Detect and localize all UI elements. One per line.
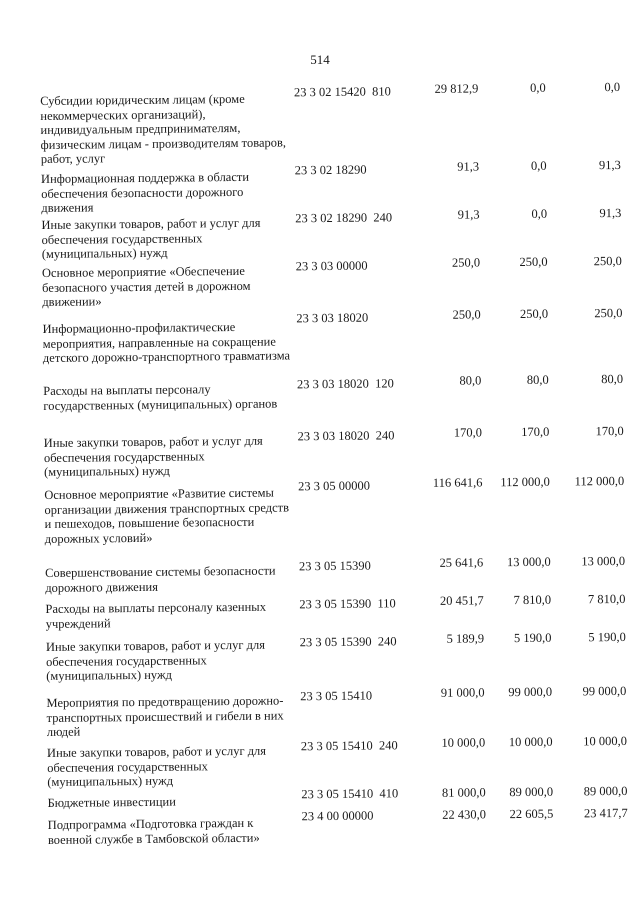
table-row bbox=[42, 254, 623, 312]
row-value-2: 250,0 bbox=[519, 306, 549, 321]
row-value-2: 170,0 bbox=[521, 424, 550, 439]
table-row bbox=[45, 554, 625, 598]
table-row bbox=[42, 306, 623, 378]
row-value-1: 81 000,0 bbox=[441, 785, 486, 800]
row-name: Иные закупки товаров, работ и услуг для обеспечения государственных (муниципальных) нужд bbox=[41, 215, 261, 261]
row-value-3: 23 417,7 bbox=[583, 805, 628, 821]
row-value-1: 91 000,0 bbox=[440, 685, 485, 700]
row-value-3: 13 000,0 bbox=[581, 553, 626, 569]
row-value-1: 250,0 bbox=[452, 307, 481, 322]
row-name: Информационно-профилактические мероприятия, направленные на сокращение детского дорожно-транспортного травматизма bbox=[42, 319, 291, 365]
row-value-3: 250,0 bbox=[593, 253, 622, 269]
row-value-1: 20 451,7 bbox=[439, 593, 484, 608]
row-value-2: 0,0 bbox=[530, 158, 547, 173]
row-name: Расходы на выплаты персоналу государственных (муниципальных) органов bbox=[43, 382, 278, 413]
row-name: Основное мероприятие «Обеспечение безопасного участия детей в дорожном движении» bbox=[41, 263, 251, 309]
row-code: 23 3 03 18020 bbox=[296, 310, 369, 326]
table-row bbox=[46, 684, 626, 740]
row-value-2: 10 000,0 bbox=[508, 734, 553, 750]
row-value-1: 170,0 bbox=[453, 425, 482, 440]
row-value-1: 5 189,9 bbox=[446, 631, 485, 646]
page-number: 514 bbox=[310, 52, 330, 67]
row-code: 23 3 05 15410 bbox=[300, 688, 373, 704]
row-code: 23 3 03 00000 bbox=[295, 258, 368, 274]
row-value-3: 89 000,0 bbox=[583, 783, 628, 799]
row-name: Субсидии юридическим лицам (кроме некоммерческих организаций), индивидуальным предпринимателям, физическим лицам - производителям товаров, работ, услуг bbox=[40, 91, 287, 166]
row-value-3: 250,0 bbox=[594, 305, 623, 321]
row-value-2: 99 000,0 bbox=[508, 684, 553, 700]
row-value-3: 5 190,0 bbox=[588, 629, 626, 645]
row-value-1: 25 641,6 bbox=[439, 555, 484, 570]
row-value-1: 91,3 bbox=[457, 159, 480, 174]
row-value-2: 89 000,0 bbox=[509, 784, 554, 800]
row-value-1: 10 000,0 bbox=[441, 735, 486, 750]
row-value-2: 0,0 bbox=[531, 206, 548, 221]
table-row bbox=[45, 592, 625, 636]
row-code: 23 3 05 00000 bbox=[297, 478, 371, 494]
row-name: Бюджетные инвестиции bbox=[47, 794, 176, 810]
row-code: 23 3 05 15390 240 bbox=[299, 634, 397, 650]
row-value-1: 250,0 bbox=[451, 255, 481, 270]
row-code: 23 3 03 18020 240 bbox=[297, 428, 395, 444]
row-value-3: 80,0 bbox=[601, 371, 624, 387]
row-code: 23 3 05 15410 240 bbox=[300, 738, 398, 754]
row-value-2: 13 000,0 bbox=[506, 554, 551, 570]
table-row bbox=[44, 424, 624, 480]
row-name: Подпрограмма «Подготовка граждан к военной службе в Тамбовской области» bbox=[47, 815, 260, 847]
row-name: Иные закупки товаров, работ и услуг для обеспечения государственных (муниципальных) нужд bbox=[43, 433, 263, 479]
table-row bbox=[47, 734, 627, 790]
row-value-3: 99 000,0 bbox=[582, 683, 627, 699]
table-row bbox=[44, 474, 625, 560]
row-value-3: 112 000,0 bbox=[574, 473, 625, 489]
row-value-3: 91,3 bbox=[598, 157, 621, 173]
row-code: 23 3 02 18290 240 bbox=[295, 210, 393, 226]
row-value-3: 10 000,0 bbox=[583, 733, 627, 749]
row-value-3: 170,0 bbox=[595, 423, 624, 439]
table-row bbox=[46, 630, 627, 690]
row-code: 23 3 02 18290 bbox=[294, 162, 367, 178]
row-value-2: 0,0 bbox=[530, 80, 546, 95]
row-code: 23 3 05 15390 bbox=[298, 558, 371, 574]
table-row bbox=[40, 157, 621, 215]
row-value-1: 80,0 bbox=[459, 373, 482, 388]
row-code: 23 3 05 15410 410 bbox=[301, 786, 399, 802]
row-name: Совершенствование системы безопасности дорожного движения bbox=[45, 563, 276, 595]
row-value-2: 112 000,0 bbox=[500, 474, 550, 490]
row-name: Информационная поддержка в области обеспечения безопасности дорожного движения bbox=[40, 169, 250, 215]
row-code: 23 3 02 15420 810 bbox=[293, 84, 391, 100]
row-name: Основное мероприятие «Развитие системы организации движения транспортных средств и пешеходов, повышение безопасности дорожных условий» bbox=[44, 485, 290, 546]
row-value-1: 91,3 bbox=[457, 207, 480, 222]
row-value-1: 22 430,0 bbox=[442, 807, 486, 822]
row-name: Иные закупки товаров, работ и услуг для обеспечения государственных (муниципальных) нужд bbox=[46, 743, 267, 789]
budget-table bbox=[40, 78, 628, 852]
row-name: Расходы на выплаты персоналу казенных учреждений bbox=[45, 599, 266, 631]
row-value-2: 7 810,0 bbox=[513, 592, 552, 608]
row-value-1: 29 812,9 bbox=[434, 81, 479, 96]
row-value-2: 5 190,0 bbox=[513, 630, 552, 646]
row-value-2: 250,0 bbox=[519, 254, 548, 269]
table-row bbox=[41, 206, 621, 260]
row-name: Мероприятия по предотвращению дорожно-транспортных происшествий и гибели в них людей bbox=[46, 693, 284, 739]
row-code: 23 3 05 15390 110 bbox=[299, 596, 396, 612]
row-code: 23 4 00 00000 bbox=[301, 808, 374, 824]
row-value-1: 116 641,6 bbox=[432, 475, 483, 490]
table-row bbox=[40, 78, 621, 164]
row-code: 23 3 03 18020 120 bbox=[296, 376, 394, 392]
table-row bbox=[43, 372, 624, 430]
row-name: Иные закупки товаров, работ и услуг для обеспечения государственных (муниципальных) нужд bbox=[45, 637, 265, 683]
row-value-3: 0,0 bbox=[604, 79, 621, 95]
table-row bbox=[48, 806, 628, 852]
row-value-2: 80,0 bbox=[526, 372, 549, 387]
row-value-3: 91,3 bbox=[599, 205, 622, 221]
row-value-3: 7 810,0 bbox=[587, 591, 626, 607]
row-value-2: 22 605,5 bbox=[509, 806, 554, 822]
